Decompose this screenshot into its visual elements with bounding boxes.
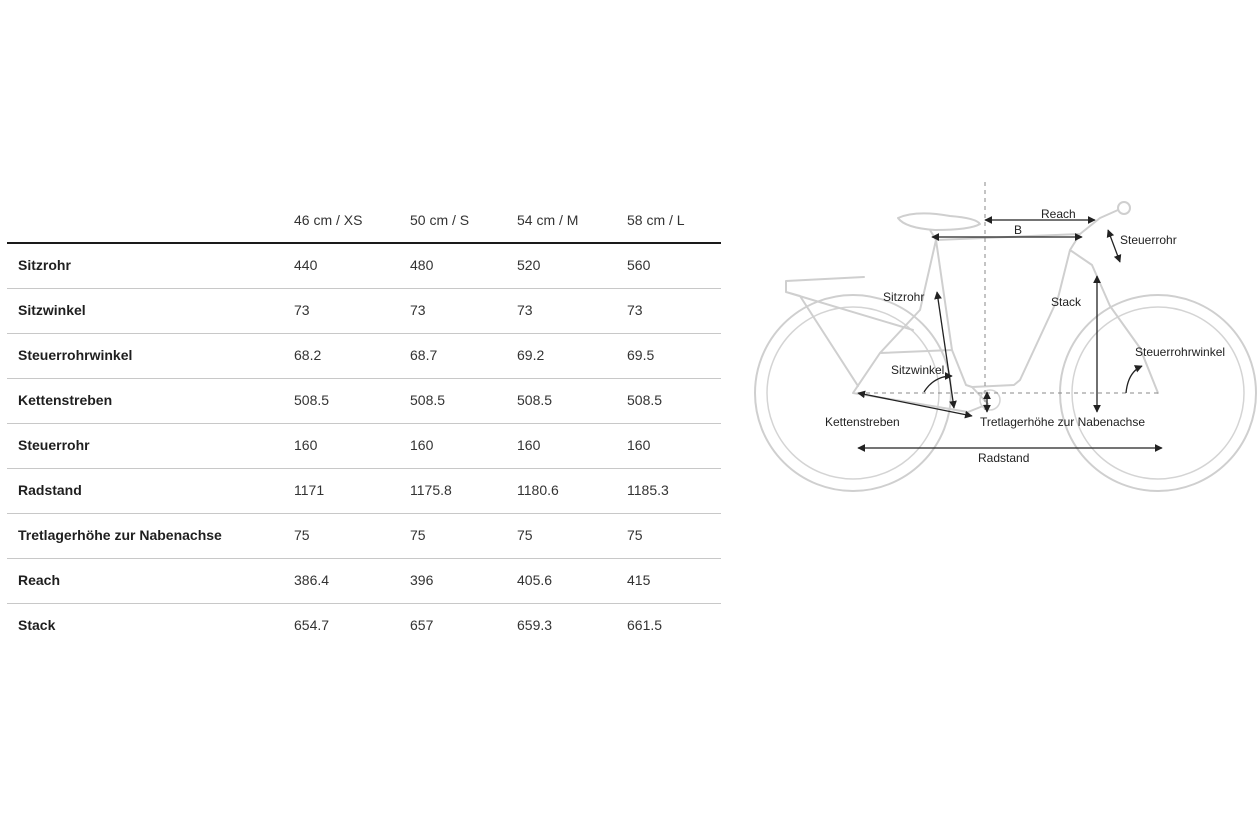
table-cell: 508.5: [627, 392, 663, 408]
table-cell: 508.5: [294, 392, 330, 408]
table-row: [7, 289, 721, 334]
row-label: Tretlagerhöhe zur Nabenachse: [18, 527, 222, 543]
table-cell: 1171: [294, 482, 325, 498]
table-row: [7, 514, 721, 559]
table-cell: 160: [410, 437, 434, 453]
table-cell: 160: [517, 437, 541, 453]
table-cell: 75: [294, 527, 310, 543]
table-cell: 654.7: [294, 617, 330, 633]
table-cell: 1185.3: [627, 482, 669, 498]
label-steuerrohr: Steuerrohr: [1120, 233, 1177, 247]
table-cell: 560: [627, 257, 651, 273]
table-cell: 73: [627, 302, 643, 318]
row-label: Kettenstreben: [18, 392, 113, 408]
row-label: Sitzrohr: [18, 257, 71, 273]
table-cell: 160: [294, 437, 318, 453]
bike-frame: [853, 234, 1158, 412]
handlebar-grip: [1118, 202, 1130, 214]
table-cell: 69.2: [517, 347, 545, 363]
table-cell: 657: [410, 617, 434, 633]
label-reach: Reach: [1041, 207, 1076, 221]
table-cell: 440: [294, 257, 318, 273]
table-cell: 73: [294, 302, 310, 318]
label-steuerrohrwinkel: Steuerrohrwinkel: [1135, 345, 1226, 359]
label-sitzwinkel: Sitzwinkel: [891, 363, 945, 377]
bike-geometry-diagram: [740, 180, 1260, 520]
label-b: B: [1014, 223, 1023, 237]
label-radstand: Radstand: [978, 451, 1030, 465]
table-row: [7, 334, 721, 379]
row-label: Sitzwinkel: [18, 302, 86, 318]
column-header-l: 58 cm / L: [627, 212, 685, 228]
row-label: Stack: [18, 617, 56, 633]
table-row: [7, 604, 721, 649]
table-cell: 405.6: [517, 572, 553, 588]
table-cell: 386.4: [294, 572, 330, 588]
table-cell: 396: [410, 572, 434, 588]
table-cell: 520: [517, 257, 541, 273]
label-kettenstreben: Kettenstreben: [825, 415, 900, 429]
table-cell: 73: [517, 302, 533, 318]
table-cell: 480: [410, 257, 434, 273]
table-cell: 508.5: [410, 392, 446, 408]
table-cell: 160: [627, 437, 651, 453]
saddle: [898, 213, 980, 240]
table-cell: 75: [410, 527, 426, 543]
table-cell: 73: [410, 302, 426, 318]
table-cell: 1180.6: [517, 482, 559, 498]
table-cell: 1175.8: [410, 482, 452, 498]
table-cell: 68.7: [410, 347, 438, 363]
table-cell: 69.5: [627, 347, 655, 363]
table-cell: 659.3: [517, 617, 553, 633]
label-stack: Stack: [1051, 295, 1082, 309]
handlebar-stem: [1080, 210, 1118, 234]
table-header: [7, 198, 721, 244]
column-header-xs: 46 cm / XS: [294, 212, 363, 228]
row-label: Steuerrohrwinkel: [18, 347, 133, 363]
column-header-s: 50 cm / S: [410, 212, 470, 228]
row-label: Radstand: [18, 482, 82, 498]
table-cell: 661.5: [627, 617, 663, 633]
table-cell: 75: [627, 527, 643, 543]
row-label: Reach: [18, 572, 61, 588]
bike-illustration: [740, 180, 1260, 520]
label-tretlagerhoehe: Tretlagerhöhe zur Nabenachse: [980, 415, 1145, 429]
table-row: [7, 244, 721, 289]
geometry-table: [7, 198, 721, 649]
table-row: [7, 424, 721, 469]
table-body: [7, 244, 721, 649]
table-cell: 68.2: [294, 347, 322, 363]
table-row: [7, 379, 721, 424]
table-cell: 75: [517, 527, 533, 543]
row-label: Steuerrohr: [18, 437, 90, 453]
table-cell: 415: [627, 572, 651, 588]
column-header-m: 54 cm / M: [517, 212, 579, 228]
table-cell: 508.5: [517, 392, 553, 408]
label-sitzrohr: Sitzrohr: [883, 290, 925, 304]
table-row: [7, 469, 721, 514]
table-row: [7, 559, 721, 604]
